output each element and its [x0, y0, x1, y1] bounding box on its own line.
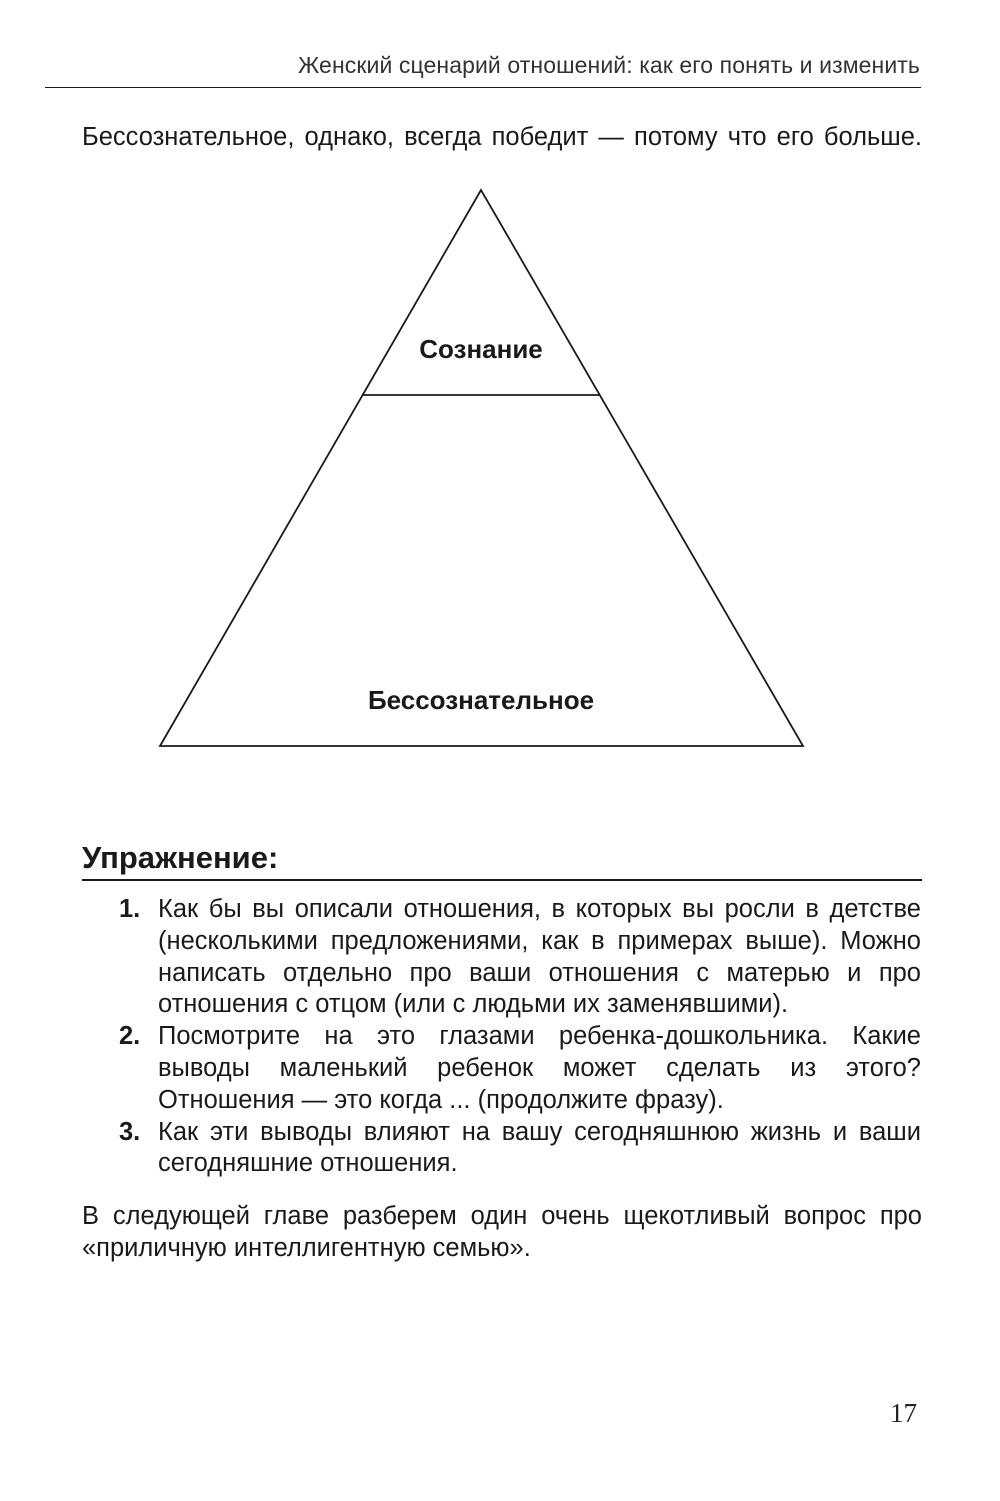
list-item-number: 3. — [119, 1117, 141, 1146]
running-head: Женский сценарий отношений: как его понять и изменить — [298, 52, 920, 78]
list-item — [113, 1021, 921, 1116]
list-item-text: Как бы вы описали отношения, в которых вы росли в детстве (несколькими предложениями, как в примерах выше). Можно написать отдельно про ваши отношения с матерью и про отношения с отцом (или с людьми их заменявшими). — [158, 895, 921, 1019]
list-item-text: Посмотрите на это глазами ребенка-дошкольника. Какие выводы маленький ребенок может сделать из этого? Отношения — это когда ... (продолжите фразу). — [158, 1022, 921, 1114]
header-rule — [45, 87, 921, 88]
list-item-number: 2. — [119, 1022, 141, 1051]
pyramid-top-label: Сознание — [419, 334, 543, 364]
pyramid-bottom-label: Бессознательное — [367, 685, 595, 715]
list-item — [113, 1117, 921, 1181]
lead-paragraph: Бессознательное, однако, всегда победит — потому что его больше. — [82, 123, 922, 151]
list-item-text: Как эти выводы влияют на вашу сегодняшнюю жизнь и ваши сегодняшние отношения. — [158, 1117, 921, 1178]
closing-paragraph: В следующей главе разберем один очень щекотливый вопрос про «приличную интеллигентную семью». — [82, 1202, 922, 1262]
exercise-rule — [82, 879, 922, 881]
pyramid-outline — [160, 190, 803, 746]
list-item-number: 1. — [119, 895, 141, 923]
page-number: 17 — [890, 1398, 917, 1428]
list-item — [113, 894, 921, 1021]
exercise-list — [113, 894, 921, 1180]
exercise-heading: Упражнение: — [82, 840, 279, 875]
